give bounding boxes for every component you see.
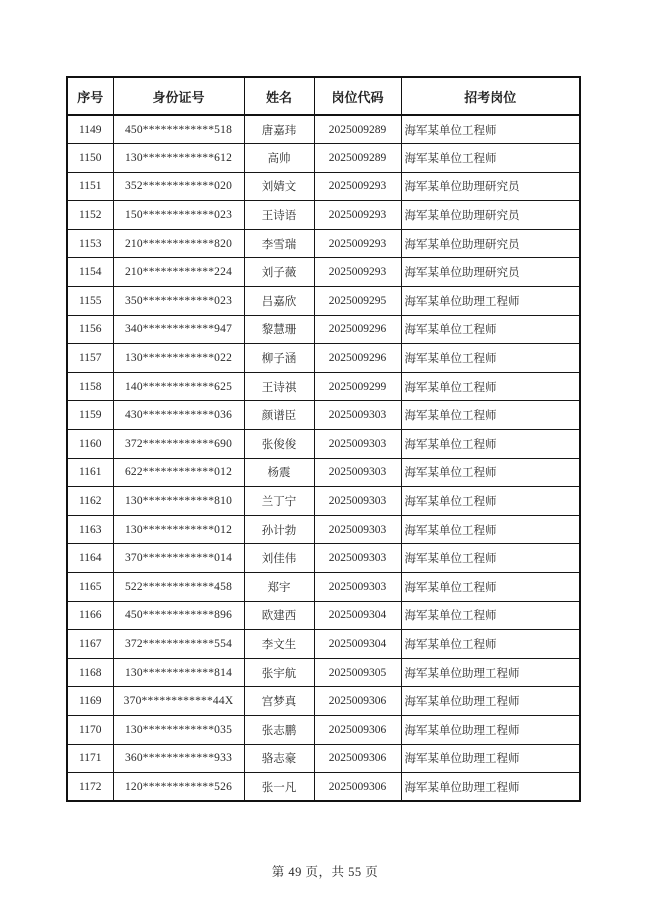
table-row [67,201,580,230]
cell-id-number: 120************526 [113,773,244,802]
cell-id-number: 622************012 [113,458,244,487]
cell-position-code: 2025009306 [314,744,401,773]
cell-id-number: 210************820 [113,229,244,258]
header-id-number: 身份证号 [113,77,244,115]
cell-position-title: 海军某单位助理研究员 [401,258,580,287]
cell-position-code: 2025009295 [314,287,401,316]
cell-name: 郑宇 [244,573,314,602]
cell-position-code: 2025009306 [314,687,401,716]
cell-id-number: 140************625 [113,372,244,401]
cell-position-code: 2025009306 [314,773,401,802]
cell-index: 1164 [67,544,113,573]
cell-position-title: 海军某单位工程师 [401,372,580,401]
cell-index: 1158 [67,372,113,401]
table-row [67,401,580,430]
table-row [67,315,580,344]
cell-name: 张俊俊 [244,430,314,459]
table-row [67,573,580,602]
cell-id-number: 352************020 [113,172,244,201]
cell-position-code: 2025009289 [314,144,401,173]
cell-index: 1170 [67,715,113,744]
cell-name: 孙计勃 [244,515,314,544]
cell-name: 刘子薇 [244,258,314,287]
cell-name: 张宇航 [244,658,314,687]
cell-index: 1153 [67,229,113,258]
cell-id-number: 130************814 [113,658,244,687]
table-row [67,430,580,459]
cell-index: 1169 [67,687,113,716]
candidate-roster-table [66,76,581,802]
cell-index: 1150 [67,144,113,173]
cell-position-code: 2025009296 [314,344,401,373]
cell-position-title: 海军某单位工程师 [401,544,580,573]
cell-position-code: 2025009304 [314,601,401,630]
cell-position-title: 海军某单位助理研究员 [401,229,580,258]
cell-position-code: 2025009303 [314,544,401,573]
cell-position-code: 2025009293 [314,201,401,230]
table-row [67,115,580,144]
table-row [67,630,580,659]
cell-index: 1156 [67,315,113,344]
cell-id-number: 210************224 [113,258,244,287]
table-row [67,773,580,802]
cell-name: 王诗语 [244,201,314,230]
cell-name: 骆志豪 [244,744,314,773]
cell-position-title: 海军某单位工程师 [401,515,580,544]
cell-name: 张一凡 [244,773,314,802]
table-row [67,144,580,173]
cell-name: 李文生 [244,630,314,659]
cell-index: 1162 [67,487,113,516]
cell-id-number: 130************810 [113,487,244,516]
cell-name: 杨震 [244,458,314,487]
table-row [67,458,580,487]
table-row [67,544,580,573]
cell-id-number: 130************035 [113,715,244,744]
cell-position-title: 海军某单位工程师 [401,458,580,487]
cell-position-title: 海军某单位助理工程师 [401,287,580,316]
cell-id-number: 130************612 [113,144,244,173]
cell-name: 吕嘉欣 [244,287,314,316]
table-row [67,715,580,744]
cell-position-title: 海军某单位助理工程师 [401,658,580,687]
cell-id-number: 370************014 [113,544,244,573]
cell-id-number: 360************933 [113,744,244,773]
cell-index: 1152 [67,201,113,230]
cell-position-title: 海军某单位工程师 [401,315,580,344]
cell-name: 黎慧珊 [244,315,314,344]
cell-position-title: 海军某单位工程师 [401,401,580,430]
cell-position-title: 海军某单位助理研究员 [401,201,580,230]
table-row [67,601,580,630]
cell-position-code: 2025009303 [314,573,401,602]
cell-position-code: 2025009296 [314,315,401,344]
cell-position-title: 海军某单位助理研究员 [401,172,580,201]
cell-position-title: 海军某单位助理工程师 [401,773,580,802]
cell-position-title: 海军某单位工程师 [401,573,580,602]
cell-index: 1168 [67,658,113,687]
header-position-code: 岗位代码 [314,77,401,115]
cell-index: 1151 [67,172,113,201]
cell-id-number: 450************896 [113,601,244,630]
cell-index: 1161 [67,458,113,487]
header-index: 序号 [67,77,113,115]
cell-id-number: 372************690 [113,430,244,459]
cell-index: 1166 [67,601,113,630]
cell-name: 李雪瑞 [244,229,314,258]
cell-index: 1163 [67,515,113,544]
cell-position-code: 2025009303 [314,487,401,516]
cell-id-number: 130************012 [113,515,244,544]
cell-position-code: 2025009303 [314,401,401,430]
cell-position-code: 2025009303 [314,430,401,459]
cell-position-title: 海军某单位助理工程师 [401,687,580,716]
cell-name: 柳子涵 [244,344,314,373]
cell-index: 1167 [67,630,113,659]
cell-index: 1159 [67,401,113,430]
cell-index: 1155 [67,287,113,316]
table-row [67,172,580,201]
cell-position-code: 2025009289 [314,115,401,144]
cell-position-code: 2025009299 [314,372,401,401]
cell-name: 王诗祺 [244,372,314,401]
cell-index: 1165 [67,573,113,602]
cell-name: 唐嘉玮 [244,115,314,144]
cell-index: 1172 [67,773,113,802]
cell-name: 欧建西 [244,601,314,630]
cell-index: 1171 [67,744,113,773]
cell-position-code: 2025009303 [314,515,401,544]
table-row [67,258,580,287]
cell-id-number: 430************036 [113,401,244,430]
table-row [67,229,580,258]
cell-name: 刘佳伟 [244,544,314,573]
cell-id-number: 340************947 [113,315,244,344]
table-row [67,487,580,516]
cell-index: 1149 [67,115,113,144]
page-number-footer: 第 49 页，共 55 页 [271,865,379,879]
table-row [67,287,580,316]
table-row [67,515,580,544]
table-header-row [67,77,580,115]
cell-position-code: 2025009304 [314,630,401,659]
cell-position-code: 2025009293 [314,258,401,287]
cell-index: 1154 [67,258,113,287]
cell-position-title: 海军某单位助理工程师 [401,744,580,773]
cell-id-number: 372************554 [113,630,244,659]
cell-position-title: 海军某单位工程师 [401,344,580,373]
cell-position-code: 2025009293 [314,172,401,201]
cell-position-title: 海军某单位助理工程师 [401,715,580,744]
cell-position-code: 2025009306 [314,715,401,744]
cell-position-code: 2025009305 [314,658,401,687]
table-row [67,744,580,773]
cell-name: 刘婧文 [244,172,314,201]
header-name: 姓名 [244,77,314,115]
cell-position-title: 海军某单位工程师 [401,487,580,516]
table-body [67,115,580,801]
cell-position-code: 2025009303 [314,458,401,487]
cell-id-number: 130************022 [113,344,244,373]
cell-id-number: 370************44X [113,687,244,716]
cell-index: 1157 [67,344,113,373]
table-row [67,372,580,401]
cell-name: 高帅 [244,144,314,173]
table-row [67,687,580,716]
cell-position-title: 海军某单位工程师 [401,630,580,659]
cell-position-title: 海军某单位工程师 [401,601,580,630]
cell-id-number: 522************458 [113,573,244,602]
cell-position-title: 海军某单位工程师 [401,115,580,144]
table-row [67,344,580,373]
cell-name: 宫梦真 [244,687,314,716]
cell-name: 张志鹏 [244,715,314,744]
cell-id-number: 350************023 [113,287,244,316]
cell-position-title: 海军某单位工程师 [401,144,580,173]
cell-position-code: 2025009293 [314,229,401,258]
cell-name: 兰丁宁 [244,487,314,516]
header-position-title: 招考岗位 [401,77,580,115]
cell-position-title: 海军某单位工程师 [401,430,580,459]
cell-id-number: 150************023 [113,201,244,230]
cell-id-number: 450************518 [113,115,244,144]
cell-name: 颜谱臣 [244,401,314,430]
table-row [67,658,580,687]
cell-index: 1160 [67,430,113,459]
